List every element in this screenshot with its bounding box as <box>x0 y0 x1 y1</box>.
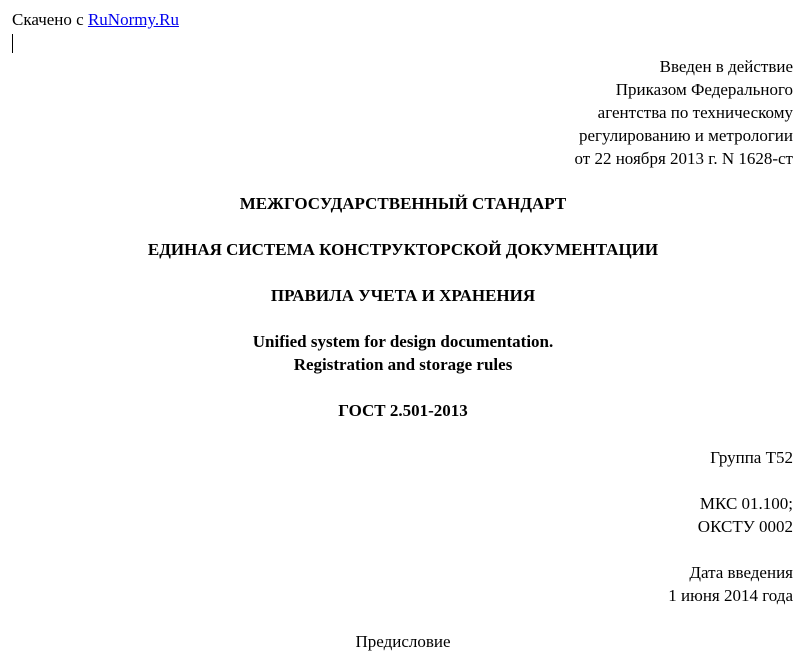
approval-line: от 22 ноября 2013 г. N 1628-ст <box>574 149 793 168</box>
standard-designation: ГОСТ 2.501-2013 <box>338 401 468 420</box>
classification-codes <box>698 492 793 538</box>
source-prefix: Скачено с <box>12 10 88 29</box>
system-name-heading: ЕДИНАЯ СИСТЕМА КОНСТРУКТОРСКОЙ ДОКУМЕНТАЦИИ <box>147 240 659 259</box>
preface-heading: Предисловие <box>355 632 451 651</box>
introduction-date-block <box>668 561 793 607</box>
approval-line: регулированию и метрологии <box>578 126 793 145</box>
okstu-code: ОКСТУ 0002 <box>697 517 793 536</box>
source-line <box>12 8 179 31</box>
mks-code: МКС 01.100; <box>699 494 793 513</box>
english-title-line-1: Unified system for design documentation. <box>252 332 554 351</box>
introduction-date-label: Дата введения <box>689 563 793 582</box>
approval-line: Введен в действие <box>659 57 793 76</box>
standard-type-heading: МЕЖГОСУДАРСТВЕННЫЙ СТАНДАРТ <box>239 194 567 213</box>
introduction-date-value: 1 июня 2014 года <box>668 586 793 605</box>
approval-line: Приказом Федерального <box>615 80 793 99</box>
approval-line: агентства по техническому <box>597 103 793 122</box>
english-title-line-2: Registration and storage rules <box>293 355 513 374</box>
approval-block <box>575 55 794 170</box>
rules-name-heading: ПРАВИЛА УЧЕТА И ХРАНЕНИЯ <box>270 286 536 305</box>
text-cursor <box>12 34 13 53</box>
source-link[interactable]: RuNormy.Ru <box>87 10 179 29</box>
group-code: Группа Т52 <box>710 448 793 467</box>
